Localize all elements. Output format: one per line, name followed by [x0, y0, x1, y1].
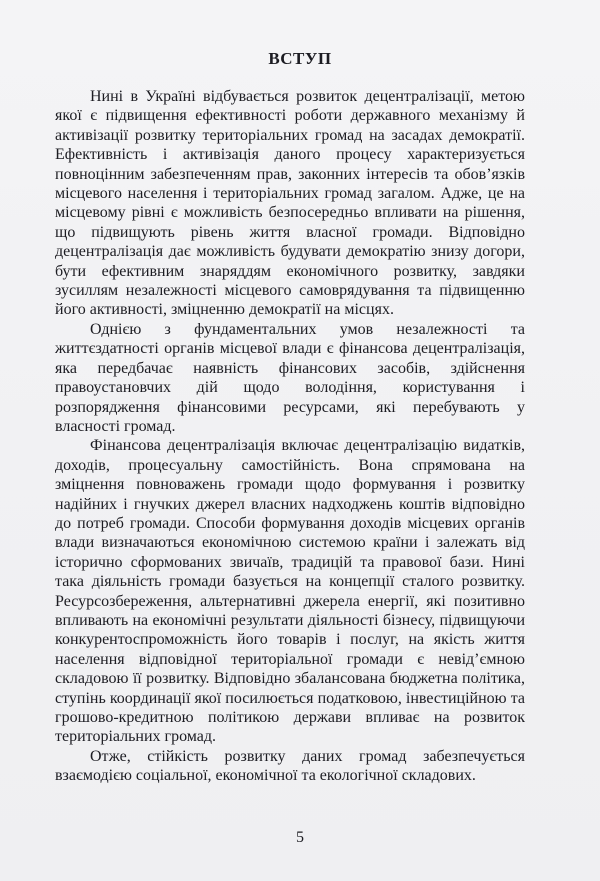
page-number: 5 [296, 829, 304, 846]
paragraph: Фінансова децентралізація включає децентралізацію видатків, доходів, процесуальну самостійність. Вона спрямована на зміцнення повноважень громади щодо формування і розвитку надійних і гнучких джерел власних надходжень коштів відповідно до потреб громади. Способи формування доходів місцевих органів влади визначаються економічною системою країни і залежать від історично сформованих звичаїв, традицій та правової бази. Нині така діяльність громади базується на концепції сталого розвитку. Ресурсозбереження, альтернативні джерела енергії, які позитивно впливають на економічні результати діяльності бізнесу, підвищуючи конкурентоспроможність його товарів і послуг, на якість життя населення відповідної територіальної громади є невід’ємною складовою її розвитку. Відповідно збалансована бюджетна політика, ступінь координації якої посилюється податковою, інвестиційною та грошово-кредитною політикою держави впливає на розвиток територіальних громад. [55, 437, 525, 746]
body-text [55, 87, 525, 786]
paragraph: Однією з фундаментальних умов незалежності та життєздатності органів місцевої влади є фінансова децентралізація, яка передбачає наявність фінансових засобів, здійснення правоустановчих дій щодо володіння, користування і розпорядження фінансовими ресурсами, які перебувають у власності громад. [55, 320, 525, 435]
paragraph: Нині в Україні відбувається розвиток децентралізації, метою якої є підвищення ефективності роботи державного механізму й активізації розвитку територіальних громад на засадах демократії. Ефективність і активізація даного процесу характеризується повноцінним забезпеченням прав, законних інтересів та обов’язків місцевого населення і територіальних громад загалом. Адже, це на місцевому рівні є можливість безпосередньо впливати на рішення, що підвищують рівень життя власної громади. Відповідно децентралізація дає можливість будувати демократію знизу догори, бути ефективним знаряддям економічного розвитку, завдяки зусиллям незалежності місцевого самоврядування та підвищенню його активності, зміцненню демократії на місцях. [55, 88, 525, 319]
paragraph: Отже, стійкість розвитку даних громад забезпечується взаємодією соціальної, економічної та екологічної складових. [55, 747, 525, 785]
section-title: ВСТУП [268, 49, 332, 68]
